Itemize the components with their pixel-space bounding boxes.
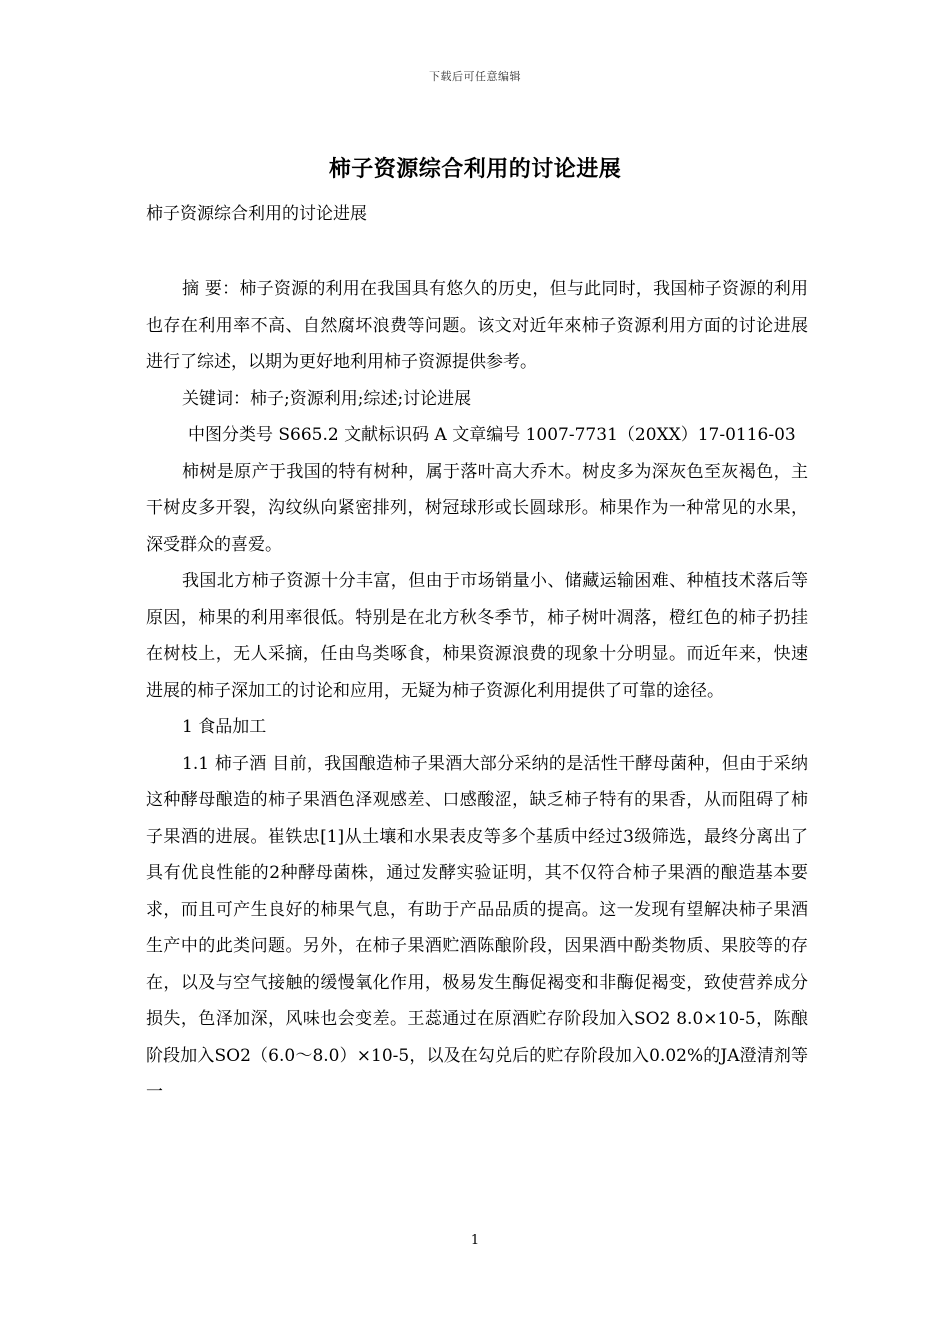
- page-number: 1: [470, 1233, 480, 1248]
- document-title: 柿子资源综合利用的讨论进展: [328, 157, 622, 182]
- keywords-paragraph: 关键词：柿子;资源利用;综述;讨论进展: [182, 388, 472, 409]
- document-subtitle: 柿子资源综合利用的讨论进展: [146, 204, 367, 224]
- body-paragraph: 1.1 柿子酒 目前，我国酿造柿子果酒大部分采纳的是活性干酵母菌种，但由于采纳这种酵母酿造的柿子果酒色泽观感差、口感酸涩，缺乏柿子特有的果香，从而阻碍了柿子果酒的进展。崔铁忠[1]从土壤和水果表皮等多个基质中经过3级筛选，最终分离出了具有优良性能的2种酵母菌株，通过发酵实验证明，其不仅符合柿子果酒的酿造基本要求，而且可产生良好的柿果气息，有助于产品品质的提高。这一发现有望解决柿子果酒生产中的此类问题。另外，在柿子果酒贮酒陈酿阶段，因果酒中酚类物质、果胶等的存在，以及与空气接触的缓慢氧化作用，极易发生酶促褐变和非酶促褐变，致使营养成分损失，色泽加深，风味也会变差。王蕊通过在原酒贮存阶段加入SO2 8.0×10-5，陈酿阶段加入SO2（6.0～8.0）×10-5，以及在勾兑后的贮存阶段加入0.02%的JA澄清剂等一: [146, 753, 808, 1102]
- body-paragraph: 我国北方柿子资源十分丰富，但由于市场销量小、储藏运输困难、种植技术落后等原因，柿果的利用率很低。特别是在北方秋冬季节，柿子树叶凋落，橙红色的柿子扔挂在树枝上，无人采摘，任由鸟类啄食，柿果资源浪费的现象十分明显。而近年来，快速进展的柿子深加工的讨论和应用，无疑为柿子资源化利用提供了可靠的途径。: [146, 571, 808, 701]
- section-heading: 1 食品加工: [182, 717, 267, 737]
- document-body: [146, 271, 808, 1111]
- header-note: 下载后可任意编辑: [429, 70, 521, 83]
- abstract-paragraph: 摘 要：柿子资源的利用在我国具有悠久的历史，但与此同时，我国柿子资源的利用也存在利用率不高、自然腐坏浪费等问题。该文对近年來柿子资源利用方面的讨论进展进行了综述，以期为更好地利用柿子资源提供参考。: [146, 279, 808, 372]
- body-paragraph: 柿树是原产于我国的特有树种，属于落叶高大乔木。树皮多为深灰色至灰褐色，主干树皮多开裂，沟纹纵向紧密排列，树冠球形或长圆球形。柿果作为一种常见的水果，深受群众的喜爱。: [146, 461, 808, 555]
- classification-paragraph: 中图分类号 S665.2 文献标识码 A 文章编号 1007-7731（20XX）17-0116-03: [188, 425, 796, 445]
